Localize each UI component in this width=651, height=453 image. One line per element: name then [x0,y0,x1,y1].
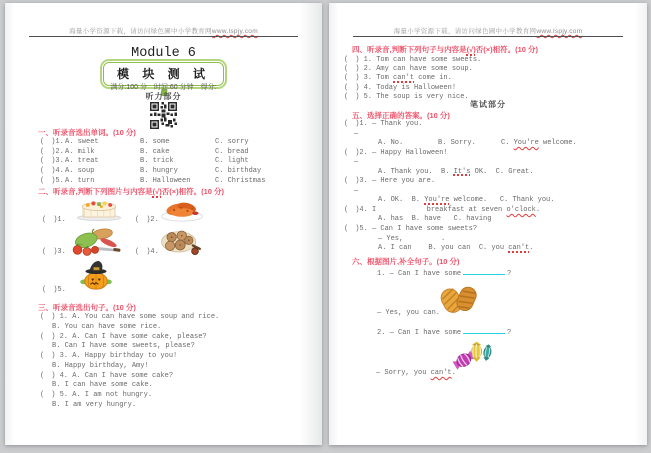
answer-pre: — Sorry, you [376,369,431,377]
question-line: ( )5. — Can I have some sweets? [344,225,478,234]
row-paren: ( )2. [40,147,64,156]
section2-title-post: 否(×)相符。(10 分) [161,187,225,196]
page-header-url: www.lspjy.com [536,28,583,35]
qr-code-wrap [5,102,322,129]
answer-post: . [451,369,456,377]
question-pre: 1. — Can I have some [377,270,462,278]
section4-title [352,44,538,55]
option-b: B. Halloween [140,176,191,185]
choice-row [40,148,265,158]
options-line [344,244,577,254]
section3-lines [40,313,219,411]
option-b: B. hungry [140,167,178,176]
option-c: C. birthday [215,167,262,176]
option-c [501,139,577,149]
document-page-left [5,3,322,445]
module-title: Module 6 [131,46,196,61]
sentence-line: ( ) 5. A. I am not hungry. [40,391,153,399]
section5-lines [344,120,577,254]
underlined-word: o'clock [506,205,536,214]
line-post: come in. [414,74,452,83]
sentence-line: ( ) 2. A. Can I have some cake, please? [40,332,207,341]
section5-title: 五、选择正确的答案。(10 分) [352,111,450,120]
sentence-line: B. Happy birthday, Amy! [52,361,149,370]
fill-blank-answer-2 [376,369,456,377]
pic-label-1: ( )1. [42,216,66,224]
section4-title-mark: (√) [466,45,476,54]
document-page-right [329,3,647,445]
options-line [344,196,577,206]
fill-blank-answer-1: — Yes, you can. [377,309,441,317]
page-header-url: www.lspjy.com [211,28,258,35]
question-pre: 2. — Can I have some [377,329,462,337]
choice-row [40,157,265,167]
section4-lines [344,56,481,102]
sentence-line: B. I am very hungry. [52,400,137,409]
section2-title-mark: (√) [152,187,162,196]
section3-title: 三、听录音选出句子。(10 分) [38,303,136,312]
option-c: C. Christmas [215,176,266,185]
section4-title-post: 否(×)相符。(10 分) [475,45,539,54]
header-rule [29,36,298,37]
answer-line: — Yes, . [378,234,446,243]
section4-title-pre: 四、听录音,判断下列句子与内容是 [352,45,467,54]
page-header-text: 海量小学资源下载，请访问绿色圃中小学教育网 [69,28,212,35]
pic-label-3: ( )3. [42,248,66,256]
cookies-pan-image [160,227,202,256]
option-b: B. some [140,138,170,146]
option-c-pre: C. [501,139,514,148]
line-pre: ( ) 3. Tom [344,74,394,83]
options-line [344,139,577,149]
sentence-line [344,74,481,83]
row-paren: ( )3. [40,157,64,166]
row-paren: ( )5. [40,176,64,185]
sentence-line: ( ) 1. A. You can have some soup and rice. [40,313,220,321]
underlined-word: can't [508,244,530,253]
line-post: . [535,205,541,214]
choice-row [40,167,265,177]
sentence-line: ( ) 4. A. Can I have some cake? [40,371,174,380]
options-post: welcome. C. Thank you. [449,196,555,205]
option-a: A. treat [65,157,99,166]
pic-label-4: ( )4. [135,248,159,256]
page-header-text: 海量小学资源下载，请访问绿色圃中小学教育网 [393,28,537,35]
fill-blank-question-1 [377,267,511,278]
underlined-word: It's [453,167,471,176]
halloween-pumpkin-image [79,260,113,290]
answer-dash: — [354,129,359,138]
options-post: OK. C. Great. [470,167,534,176]
sentence-line: ( ) 5. The soup is very nice. [344,92,469,101]
options-line [344,168,577,178]
option-a: A. sweet [65,138,99,146]
score-line: 满分:100 分 时间:60 分钟 得分: [110,84,217,91]
bread-image [439,282,479,314]
sweets-image [451,337,495,373]
pic-label-5: ( )5. [42,286,66,294]
header-rule [353,36,623,37]
option-c: C. sorry [215,138,249,146]
question-line [344,206,577,216]
underlined-word: You're [513,139,539,148]
sentence-line: B. Can I have some sweets, please? [52,342,195,351]
option-a: A. No. [378,139,404,148]
options-post: . [529,244,534,253]
underlined-word: can't [393,74,415,83]
option-c-post: welcome. [538,139,577,148]
answer-blank[interactable] [463,267,505,275]
option-b: B. Sorry. [438,139,476,148]
options-pre: A. I can B. you can C. you [378,244,509,253]
written-part-label: 笔试部分 [470,100,506,109]
answer-dash: — [354,158,359,167]
sentence-line: B. I can have some cake. [52,381,153,390]
page-header [329,26,647,35]
sentence-line: ( ) 4. Today is Halloween! [344,83,457,92]
sentence-line: ( ) 1. Tom can have some sweets. [344,56,482,64]
row-paren: ( )4. [40,167,64,176]
boxed-title-text: 模 块 测 试 [116,67,210,81]
row-paren: ( )1. [40,138,64,146]
qr-code-icon [150,102,177,129]
answer-blank[interactable] [463,326,505,334]
options-pre: A. OK. B. [378,196,425,205]
line-pre: ( )4. I breakfast at seven [344,205,507,214]
sentence-line: ( ) 2. Amy can have some soup. [344,65,473,74]
question-line: ( )1. — Thank you. [344,120,423,128]
option-b: B. trick [140,157,174,166]
question-post: ? [507,329,512,337]
listening-part-label: 听力部分 [145,92,182,101]
option-a: A. milk [65,147,95,156]
options-pre: A. Thank you. B. [378,167,454,176]
section6-title: 六、根据图片,补全句子。(10 分) [352,257,460,266]
underlined-word: can't [430,369,452,377]
option-b: B. cake [140,147,170,156]
sentence-line: B. You can have some rice. [52,322,162,331]
section2-title [38,186,224,197]
birthday-cake-image [75,197,123,221]
option-c: C. bread [215,147,249,156]
underlined-word: You're [424,196,450,205]
section2-title-pre: 二、听录音,判断下列图片与内容是 [38,187,153,196]
option-c: C. light [215,157,249,166]
sentence-line: ( ) 3. A. Happy birthday to you! [40,352,178,360]
fill-blank-question-2 [377,326,511,337]
question-post: ? [507,270,512,278]
question-line: ( )2. — Happy Halloween! [344,148,448,157]
options-line: A. has B. have C. having [378,215,492,224]
option-a: A. turn [65,176,95,185]
answer-dash: — [354,186,359,195]
question-line: ( )3. — Here you are. [344,177,436,186]
option-a: A. soup [65,167,95,176]
fried-chicken-image [160,199,204,222]
pic-label-2: ( )2. [135,216,159,224]
section1-rows [40,138,265,187]
choice-row [40,138,265,148]
section1-title: 一、听录音选出单词。(10 分) [38,128,136,137]
page-header [5,26,322,35]
vegetables-image [67,226,123,257]
